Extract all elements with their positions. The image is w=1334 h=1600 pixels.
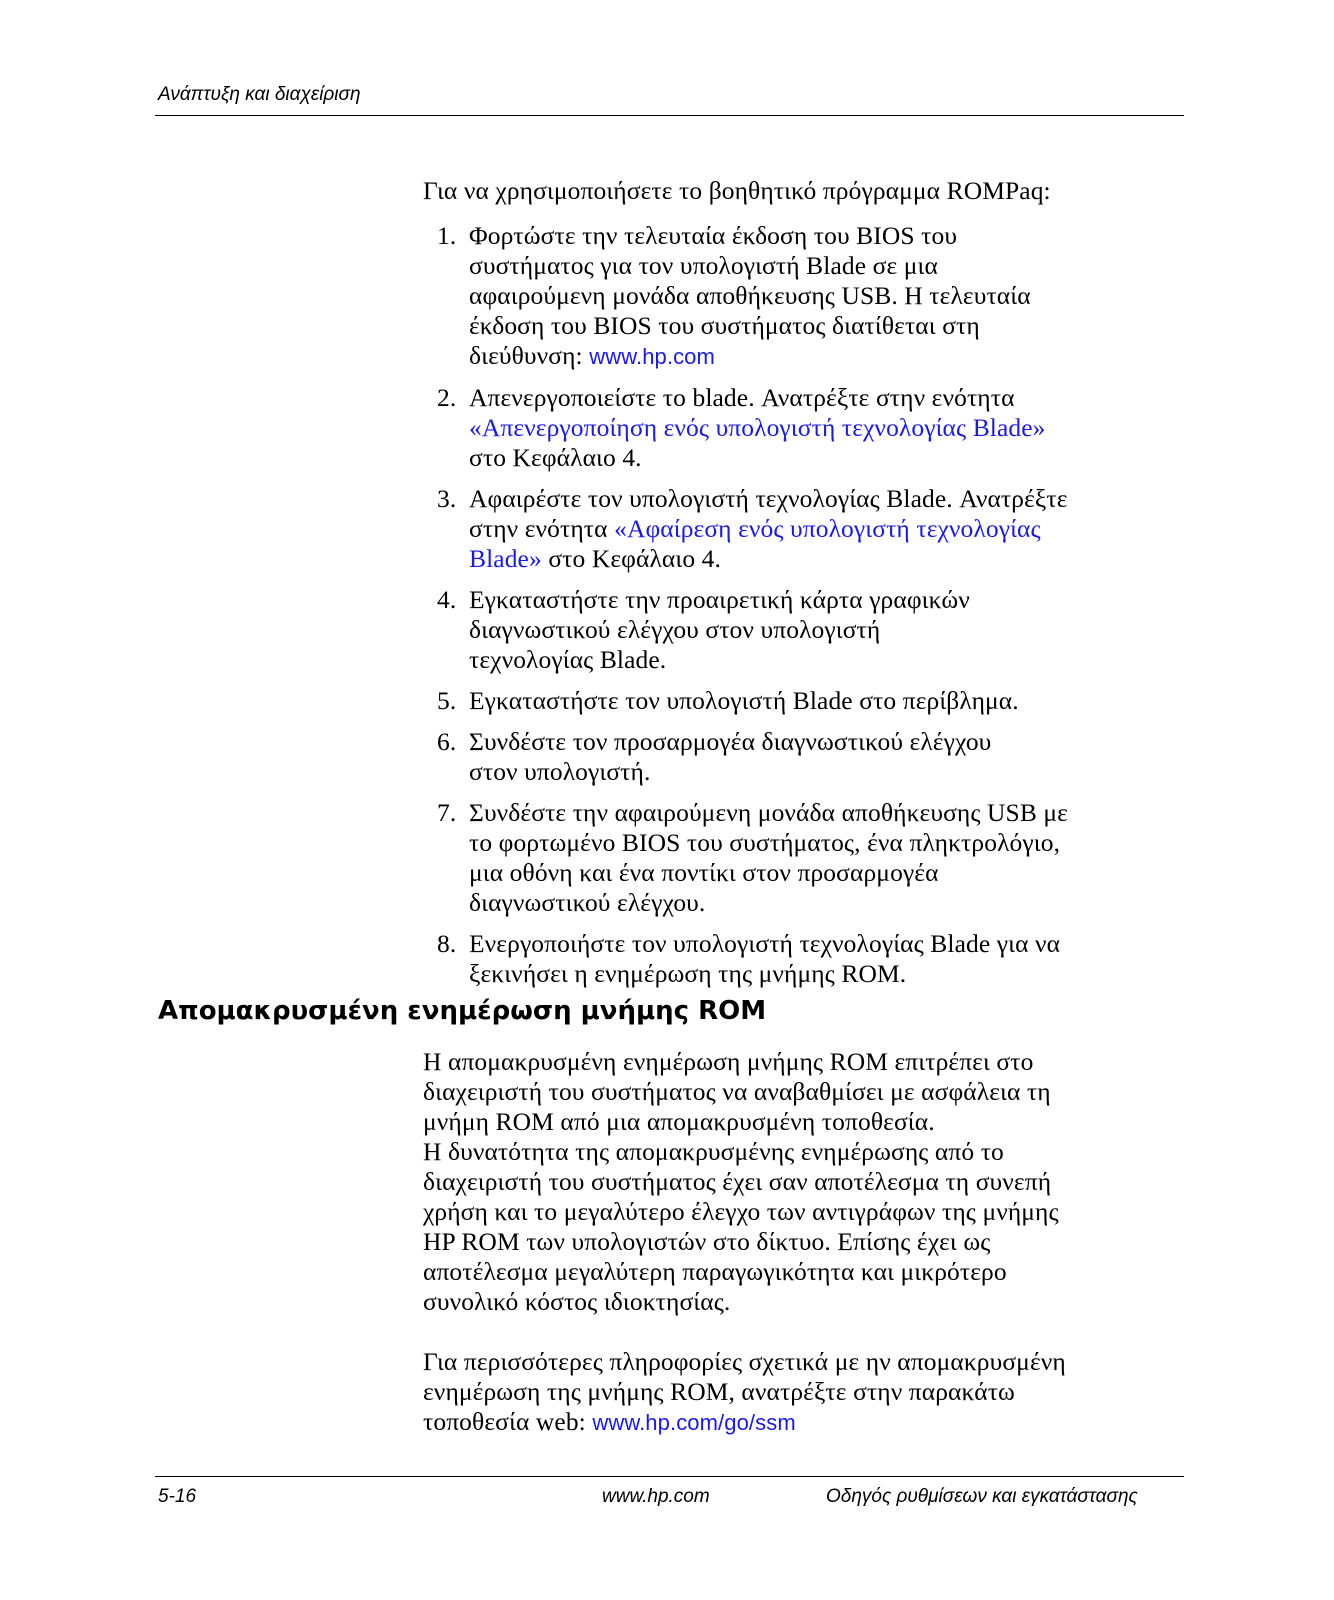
step-line: στο Κεφάλαιο 4.: [469, 443, 642, 472]
remove-blade-section-link[interactable]: «Αφαίρεση ενός υπολογιστή τεχνολογίας: [614, 514, 1041, 543]
step-line: [469, 341, 1183, 372]
step-line: [469, 514, 1183, 544]
list-item: [423, 929, 1183, 989]
paragraph-line: διαχειριστή του συστήματος έχει σαν αποτέλεσμα τη συνεπή: [423, 1167, 1052, 1196]
list-item: [423, 686, 1183, 716]
step-number: 1.: [437, 221, 457, 250]
rompaq-steps-list: [423, 221, 1183, 1000]
step-line: Συνδέστε τον προσαρμογέα διαγνωστικού ελέγχου: [469, 727, 992, 756]
page-number: 5-16: [158, 1486, 197, 1507]
paragraph-line: HP ROM των υπολογιστών στο δίκτυο. Επίσης έχει ως: [423, 1227, 991, 1256]
step-line: ξεκινήσει η ενημέρωση της μνήμης ROM.: [469, 959, 907, 988]
step-text: στο Κεφάλαιο 4.: [541, 544, 721, 573]
step-line: Απενεργοποιείστε το blade. Ανατρέξτε στην ενότητα: [469, 383, 1015, 412]
paragraph-line: ενημέρωση της μνήμης ROM, ανατρέξτε στην παρακάτω: [423, 1377, 1015, 1406]
step-number: 2.: [437, 383, 457, 412]
intro-text: Για να χρησιμοποιήσετε το βοηθητικό πρόγραμμα ROMPaq:: [423, 176, 1051, 205]
ssm-website-link[interactable]: www.hp.com/go/ssm: [592, 1410, 796, 1435]
step-line: μια οθόνη και ένα ποντίκι στον προσαρμογέα: [469, 858, 939, 887]
paragraph-line: διαχειριστή του συστήματος να αναβαθμίσει με ασφάλεια τη: [423, 1077, 1051, 1106]
paragraph-line: μνήμη ROM από μια απομακρυσμένη τοποθεσία.: [423, 1107, 935, 1136]
step-number: 4.: [437, 585, 457, 614]
remote-rom-paragraph: [423, 1047, 1193, 1317]
step-number: 6.: [437, 727, 457, 756]
paragraph-line: Για περισσότερες πληροφορίες σχετικά με ην απομακρυσμένη: [423, 1347, 1066, 1376]
step-line: [469, 544, 1183, 574]
step-line: διαγνωστικού ελέγχου.: [469, 888, 706, 917]
step-line: Αφαιρέστε τον υπολογιστή τεχνολογίας Blade. Ανατρέξτε: [469, 484, 1068, 513]
step-line: διαγνωστικού ελέγχου στον υπολογιστή: [469, 615, 881, 644]
paragraph-line: αποτέλεσμα μεγαλύτερη παραγωγικότητα και μικρότερο: [423, 1257, 1007, 1286]
footer-document-title: Οδηγός ρυθμίσεων και εγκατάστασης: [826, 1486, 1138, 1507]
step-line: έκδοση του BIOS του συστήματος διατίθεται στη: [469, 311, 980, 340]
header-rule: [155, 115, 1184, 116]
list-item: [423, 585, 1183, 675]
remove-blade-section-link-continued[interactable]: Blade»: [469, 544, 542, 573]
step-line: Εγκαταστήστε τον υπολογιστή Blade στο περίβλημα.: [469, 686, 1019, 715]
step-line: το φορτωμένο BIOS του συστήματος, ένα πληκτρολόγιο,: [469, 828, 1061, 857]
step-line: Εγκαταστήστε την προαιρετική κάρτα γραφικών: [469, 585, 970, 614]
step-number: 7.: [437, 798, 457, 827]
paragraph-line: συνολικό κόστος ιδιοκτησίας.: [423, 1287, 731, 1316]
more-info-paragraph: [423, 1347, 1193, 1438]
section-heading: Απομακρυσμένη ενημέρωση μνήμης ROM: [158, 996, 767, 1026]
paragraph-text: τοποθεσία web:: [423, 1407, 593, 1436]
step-number: 5.: [437, 686, 457, 715]
step-line: τεχνολογίας Blade.: [469, 645, 667, 674]
step-number: 8.: [437, 929, 457, 958]
step-line: αφαιρούμενη μονάδα αποθήκευσης USB. Η τελευταία: [469, 281, 1031, 310]
footer-rule: [155, 1476, 1184, 1477]
paragraph-line: Η δυνατότητα της απομακρυσμένης ενημέρωσης από το: [423, 1137, 1004, 1166]
power-down-section-link[interactable]: «Απενεργοποίηση ενός υπολογιστή τεχνολογίας Blade»: [469, 413, 1046, 442]
step-line: συστήματος για τον υπολογιστή Blade σε μια: [469, 251, 938, 280]
list-item: [423, 221, 1183, 372]
running-header: Ανάπτυξη και διαχείριση: [158, 84, 361, 105]
step-line: Φορτώστε την τελευταία έκδοση του BIOS του: [469, 221, 958, 250]
list-item: [423, 383, 1183, 473]
hp-website-link[interactable]: www.hp.com: [589, 344, 715, 369]
list-item: [423, 727, 1183, 787]
paragraph-line: χρήση και το μεγαλύτερο έλεγχο των αντιγράφων της μνήμης: [423, 1197, 1059, 1226]
footer-website: www.hp.com: [602, 1486, 710, 1507]
paragraph-line: [423, 1407, 1193, 1438]
step-number: 3.: [437, 484, 457, 513]
step-line: στον υπολογιστή.: [469, 757, 651, 786]
list-item: [423, 798, 1183, 918]
list-item: [423, 484, 1183, 574]
paragraph-line: Η απομακρυσμένη ενημέρωση μνήμης ROM επιτρέπει στο: [423, 1047, 1034, 1076]
step-text: διεύθυνση:: [469, 341, 590, 370]
step-line: Ενεργοποιήστε τον υπολογιστή τεχνολογίας Blade για να: [469, 929, 1061, 958]
step-line: Συνδέστε την αφαιρούμενη μονάδα αποθήκευσης USB με: [469, 798, 1068, 827]
step-text: στην ενότητα: [469, 514, 615, 543]
